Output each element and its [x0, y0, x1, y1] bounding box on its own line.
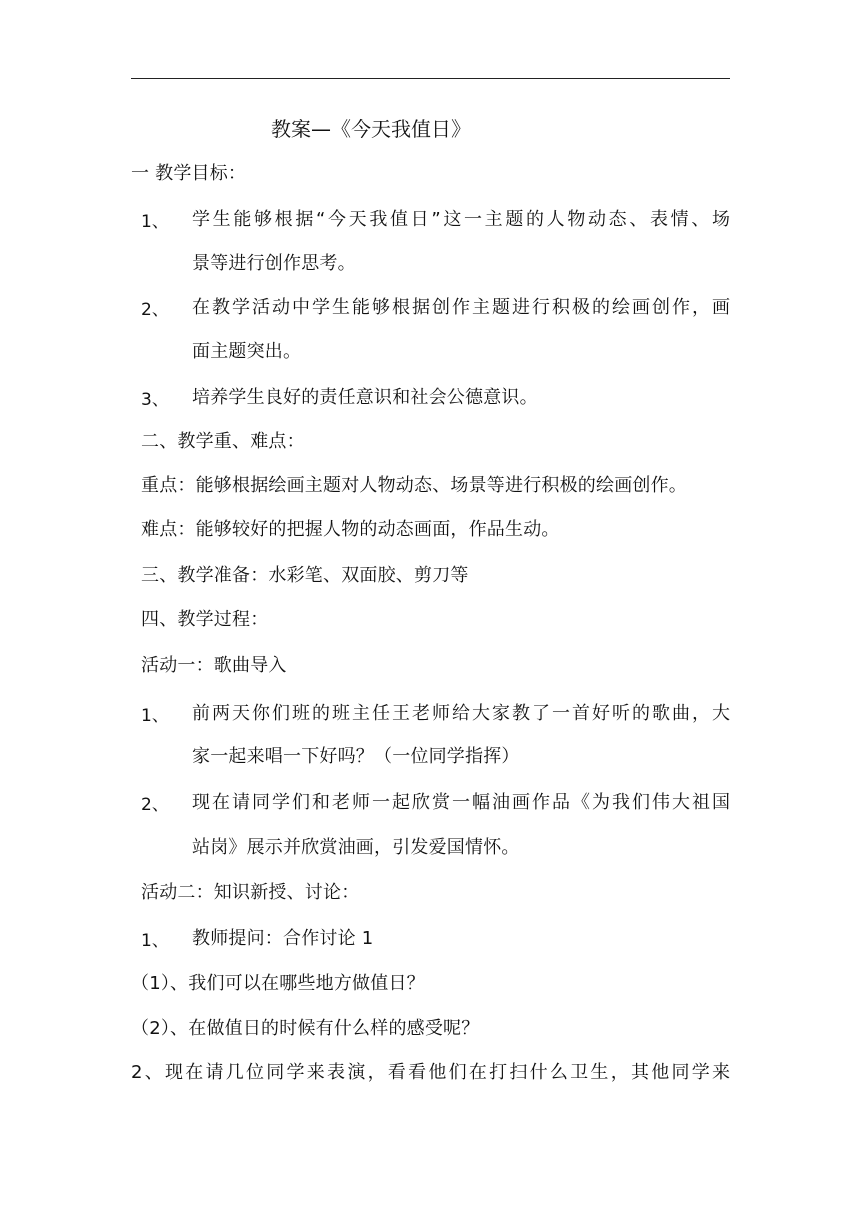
difficult-point-text: 难点：能够较好的把握人物的动态画面，作品生动。 — [141, 519, 560, 540]
question-1: （1）、我们可以在哪些地方做值日？ — [131, 973, 425, 994]
list-item-text: 现在请同学们和老师一起欣赏一幅油画作品《为我们伟大祖国 — [192, 792, 730, 813]
activity1-title: 活动一：歌曲导入 — [141, 655, 287, 676]
section-heading-process: 四、教学过程： — [141, 609, 269, 630]
list-number: 1、 — [141, 212, 169, 232]
list-item-text: 2、现在请几位同学来表演，看看他们在打扫什么卫生，其他同学来 — [131, 1062, 730, 1083]
list-number: 2、 — [141, 300, 169, 320]
list-item-text-continued: 站岗》展示并欣赏油画，引发爱国情怀。 — [192, 837, 520, 858]
list-number: 1、 — [141, 931, 169, 951]
list-item-text-continued: 家一起来唱一下好吗？（一位同学指挥） — [192, 746, 520, 767]
list-item-text: 培养学生良好的责任意识和社会公德意识。 — [192, 387, 538, 408]
list-item-text: 在教学活动中学生能够根据创作主题进行积极的绘画创作，画 — [192, 297, 730, 318]
list-number: 2、 — [141, 795, 169, 815]
section-heading-goals: 一 教学目标： — [131, 163, 247, 184]
key-point-text: 重点：能够根据绘画主题对人物动态、场景等进行积极的绘画创作。 — [141, 475, 687, 496]
section-heading-preparation: 三、教学准备：水彩笔、双面胶、剪刀等 — [141, 565, 469, 586]
list-item-text-continued: 景等进行创作思考。 — [192, 253, 356, 274]
activity2-title: 活动二：知识新授、讨论： — [141, 882, 360, 903]
list-item-text: 学生能够根据“今天我值日”这一主题的人物动态、表情、场 — [192, 209, 730, 230]
list-number: 3、 — [141, 390, 169, 410]
list-number: 1、 — [141, 706, 169, 726]
question-2: （2）、在做值日的时候有什么样的感受呢？ — [131, 1018, 480, 1039]
list-item-text: 教师提问：合作讨论 1 — [192, 928, 374, 949]
page-title: 教案—《今天我值日》 — [271, 117, 471, 141]
header-rule — [131, 78, 730, 79]
list-item-text-continued: 面主题突出。 — [192, 341, 302, 362]
section-heading-key-points: 二、教学重、难点： — [141, 431, 305, 452]
list-item-text: 前两天你们班的班主任王老师给大家教了一首好听的歌曲，大 — [192, 703, 730, 724]
